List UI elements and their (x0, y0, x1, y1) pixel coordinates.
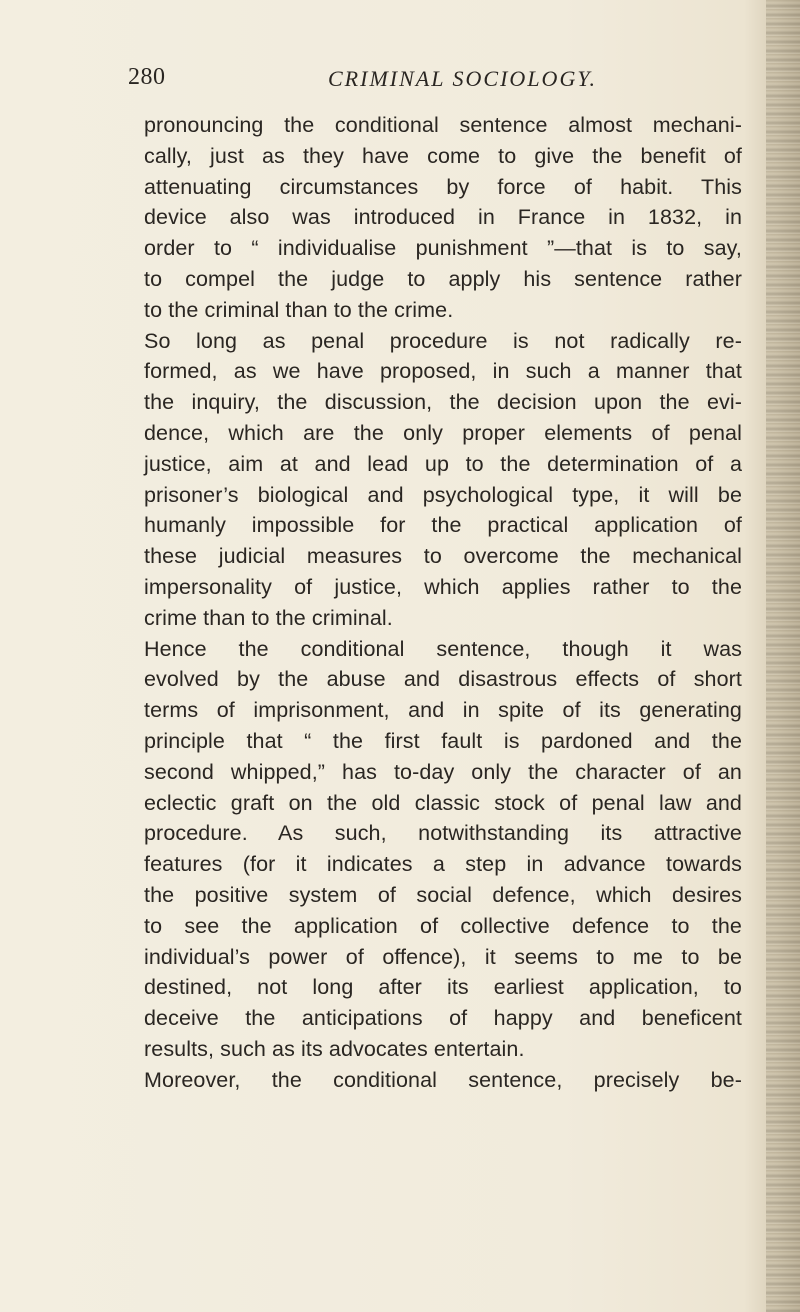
text-line: pronouncing the conditional sentence almost mechani- (144, 113, 742, 137)
page-edge (766, 0, 800, 1312)
text-line: these judicial measures to overcome the mechanical (144, 544, 742, 569)
text-line: to see the application of collective defence to the (144, 913, 742, 938)
text-line: dence, which are the only proper elements of penal (144, 420, 742, 445)
text-line: deceive the anticipations of happy and beneficent (144, 1006, 742, 1031)
page-number: 280 (128, 64, 166, 90)
text-line: the positive system of social defence, which desires (144, 882, 742, 907)
text-line: procedure. As such, notwithstanding its attractive (144, 821, 742, 846)
page-header (128, 64, 748, 98)
text-line: order to “ individualise punishment ”—that is to say, (144, 236, 742, 261)
text-line: Moreover, the conditional sentence, precisely be- (144, 1067, 742, 1092)
text-line: formed, as we have proposed, in such a manner that (144, 359, 742, 384)
text-line: individual’s power of offence), it seems to me to be (144, 944, 742, 969)
text-line: to compel the judge to apply his sentence rather (144, 266, 742, 291)
text-line: cally, just as they have come to give the benefit of (144, 143, 742, 168)
text-line: So long as penal procedure is not radically re- (144, 328, 742, 353)
text-line: to the criminal than to the crime. (144, 297, 454, 322)
text-line: crime than to the criminal. (144, 605, 393, 630)
text-line: results, such as its advocates entertain. (144, 1036, 525, 1061)
text-line: evolved by the abuse and disastrous effects of short (144, 667, 742, 692)
text-line: Hence the conditional sentence, though it was (144, 636, 742, 661)
text-line: attenuating circumstances by force of habit. This (144, 174, 742, 199)
text-line: destined, not long after its earliest application, to (144, 975, 742, 1000)
text-line: second whipped,” has to-day only the character of an (144, 759, 742, 784)
running-title: CRIMINAL SOCIOLOGY. (328, 66, 598, 91)
text-line: terms of imprisonment, and in spite of its generating (144, 698, 742, 723)
text-line: prisoner’s biological and psychological type, it will be (144, 482, 742, 507)
text-line: eclectic graft on the old classic stock of penal law and (144, 790, 742, 815)
text-line: humanly impossible for the practical application of (144, 513, 742, 538)
text-line: justice, aim at and lead up to the determination of a (144, 451, 742, 476)
text-line: the inquiry, the discussion, the decision upon the evi- (144, 390, 742, 415)
text-line: principle that “ the first fault is pardoned and the (144, 728, 742, 753)
body-text (144, 110, 742, 1096)
text-line: device also was introduced in France in 1832, in (144, 205, 742, 230)
text-line: features (for it indicates a step in advance towards (144, 852, 742, 877)
text-line: impersonality of justice, which applies rather to the (144, 574, 742, 599)
